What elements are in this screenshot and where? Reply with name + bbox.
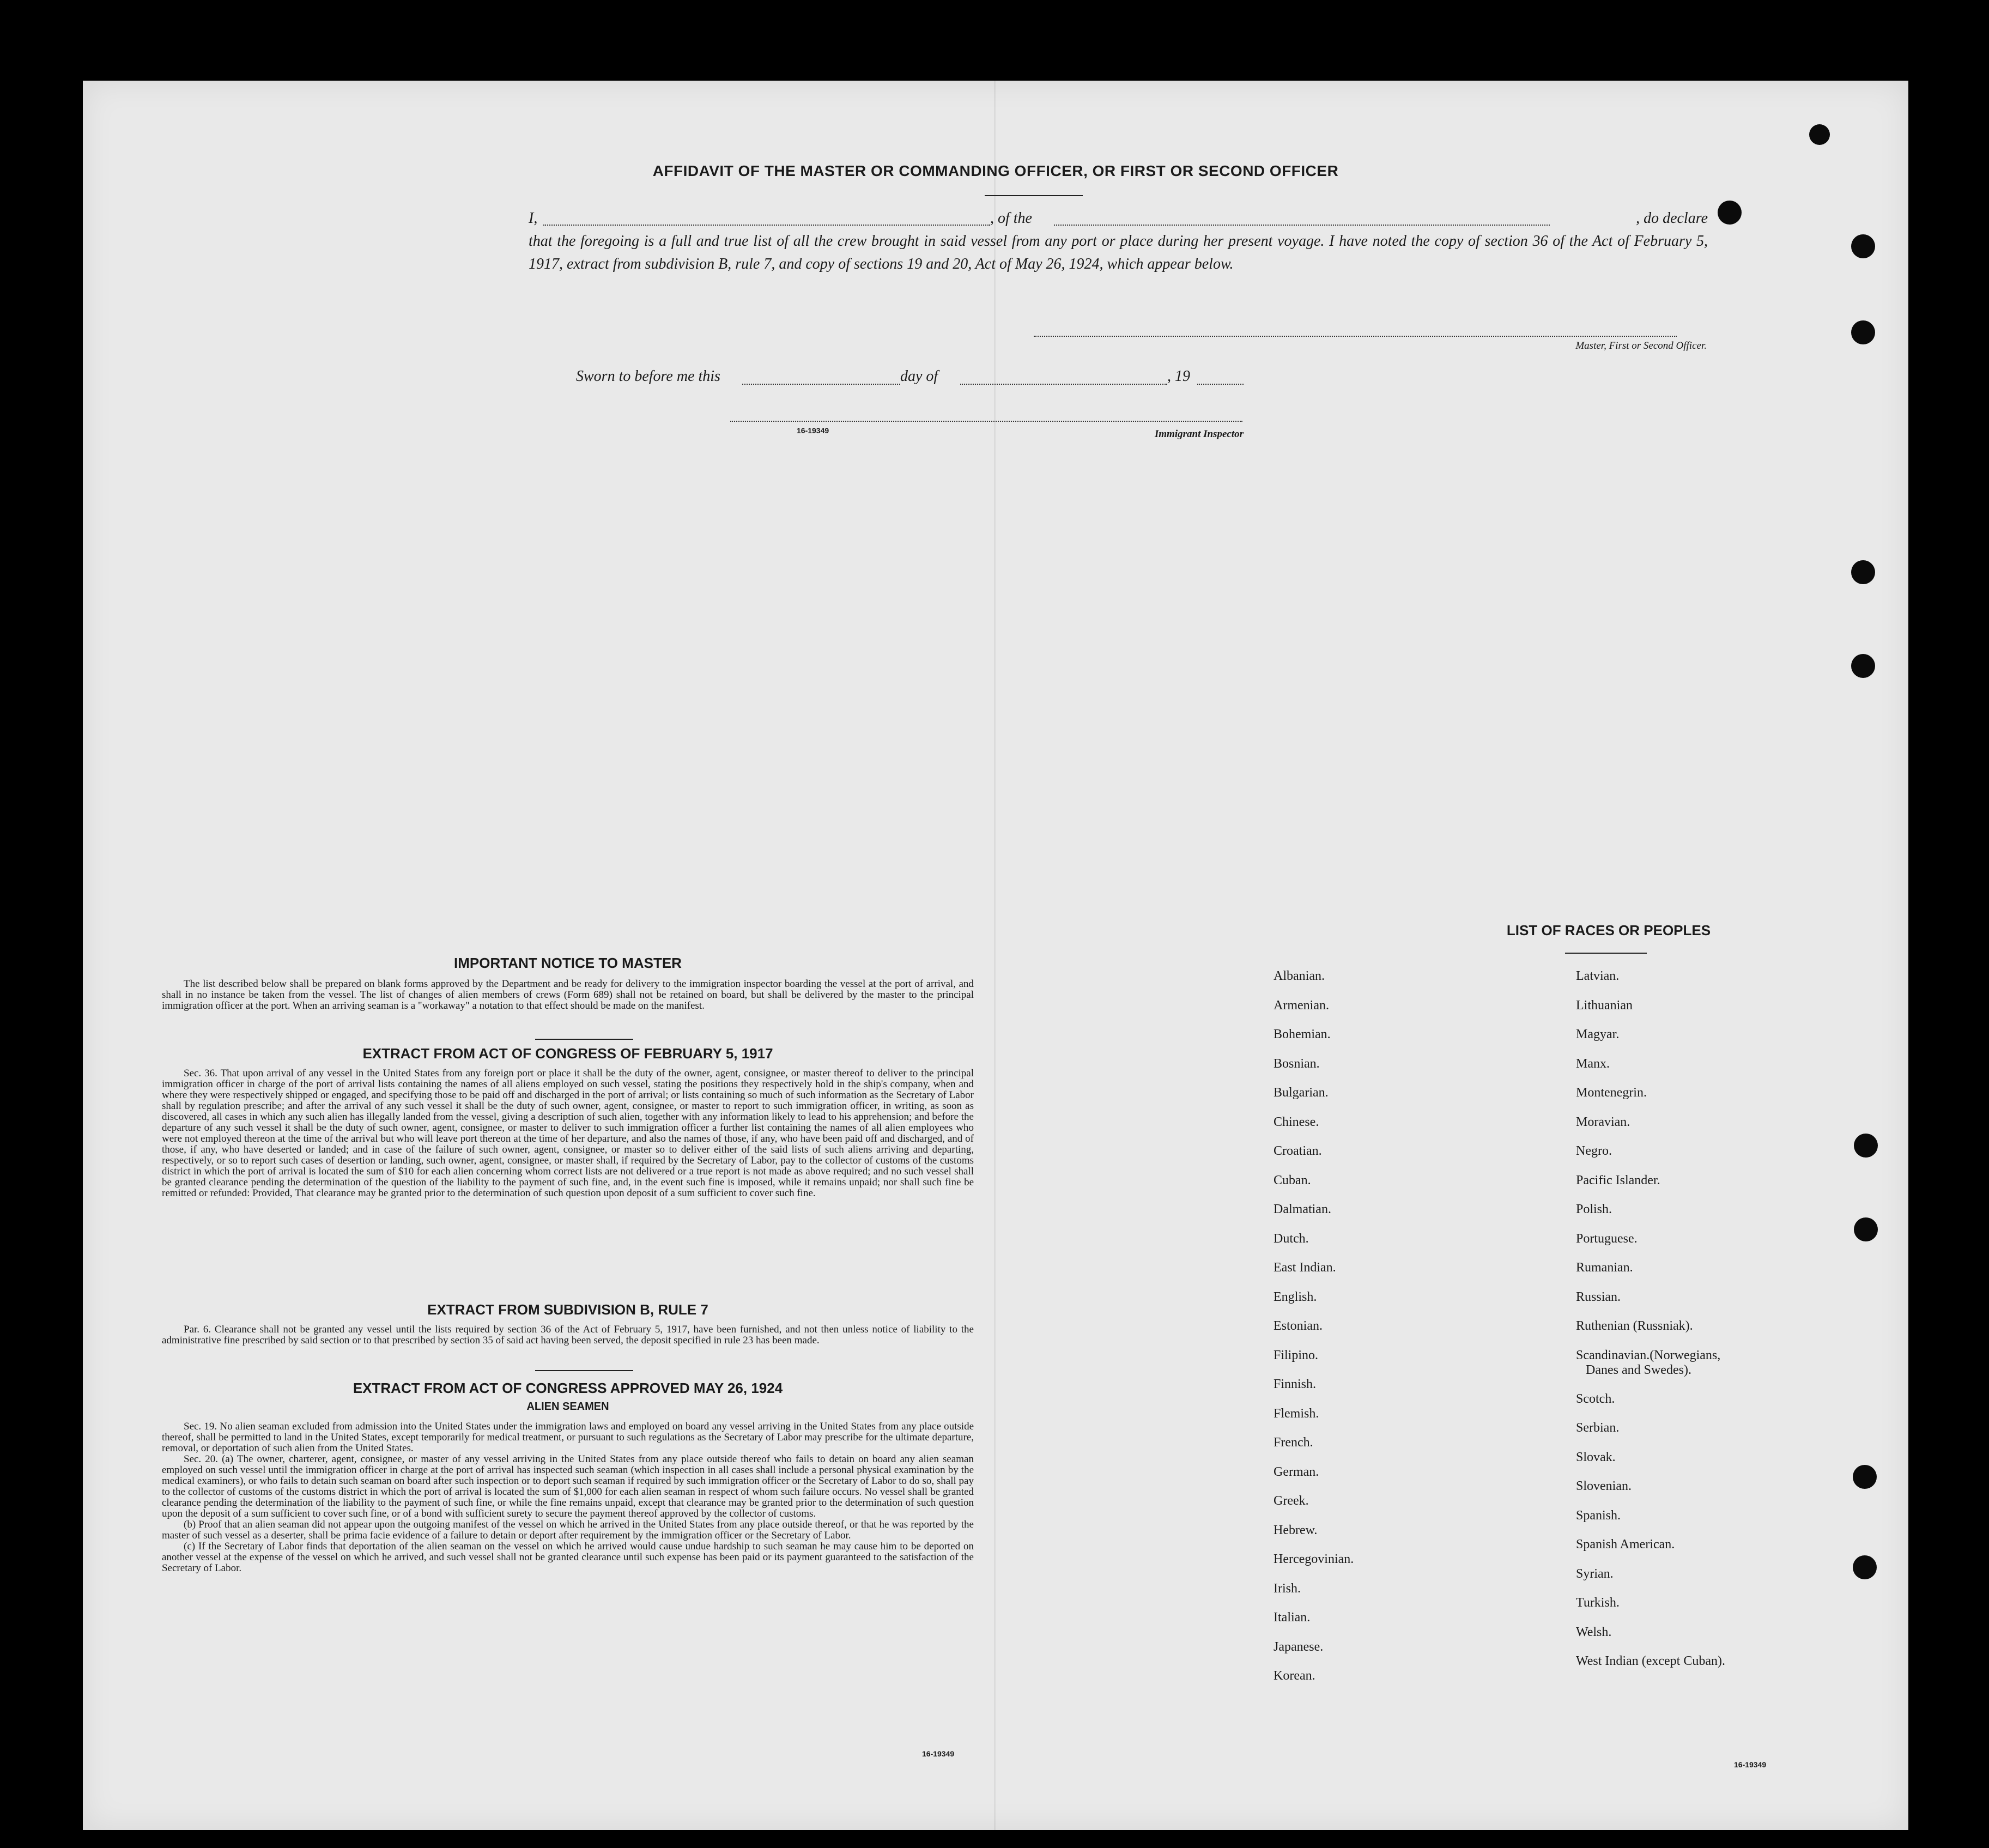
race-item: Slovenian. <box>1576 1479 1632 1493</box>
punch-hole <box>1809 124 1830 145</box>
race-item: Polish. <box>1576 1202 1612 1216</box>
race-item: Ruthenian (Russniak). <box>1576 1319 1693 1333</box>
race-item: Dalmatian. <box>1274 1202 1331 1216</box>
punch-hole <box>1853 1465 1877 1489</box>
race-item: Bulgarian. <box>1274 1086 1329 1100</box>
year-label: , 19 <box>1167 368 1190 385</box>
section-divider <box>535 1370 633 1371</box>
race-item: Rumanian. <box>1576 1261 1633 1275</box>
race-item: Lithuanian <box>1576 998 1633 1013</box>
race-item: Welsh. <box>1576 1625 1612 1639</box>
punch-hole <box>1851 560 1875 584</box>
rule-7-text <box>162 1324 974 1346</box>
extract-1917-text <box>162 1068 974 1199</box>
notice-paragraph: The list described below shall be prepared on blank forms approved by the Department and be ready for delivery to the immigration inspector boarding the vessel at the port of arrival, and shall in no instance be taken from the vessel. The list of changes of alien members of crews (Form 689) shall not be retained on board, but shall be delivered by the master to the principal immigration officer at the port. When an arriving seaman is a "workaway" a notation to that effect should be made on the manifest. <box>162 978 974 1011</box>
race-item: Hebrew. <box>1274 1523 1318 1537</box>
race-item: Montenegrin. <box>1576 1086 1647 1100</box>
section-36-paragraph: Sec. 36. That upon arrival of any vessel in the United States from any foreign port or place it shall be the duty of the owner, agent, consignee, or master thereof to deliver to the principal immigration officer in charge of the port of arrival lists containing the names of all aliens employed on such vessel, stating the positions they respectively hold in the ship's company, when and where they were respectively shipped or engaged, and specifying those to be paid off and discharged in the port of arrival; or lists containing so much of such information as the Secretary of Labor shall by regulation prescribe; and after the arrival of any such vessel it shall be the duty of such owner, agent, consignee, or master to report to such immigration officer, in writing, as soon as discovered, all cases in which any such alien has illegally landed from the vessel, giving a description of such alien, together with any information likely to lead to his apprehension; and before the departure of any such vessel it shall be the duty of such owner, agent, consignee, or master to deliver to such immigration officer a further list containing the names of all alien employees who were not employed thereon at the time of the arrival but who will leave port thereon at the time of her departure, and also the names of those, if any, who have been paid off and discharged, and of those, if any, who have deserted or landed; and in case of the failure of such owner, agent, consignee, or master so to deliver either of the said lists of such aliens arriving and departing, respectively, or so to report such cases of desertion or landing, such owner, agent, consignee, or master shall, if required by the Secretary of Labor, pay to the collector of customs of the customs district in which the port of arrival is located the sum of $10 for each alien concerning whom correct lists are not delivered or a true report is not made as above required; and no such vessel shall be granted clearance pending the determination of the question of the liability to the payment of such fine, and, in the event such fine is imposed, while it remains unpaid; nor shall such fine be remitted or refunded: Provided, That clearance may be granted prior to the determination of such question upon deposit of a sum sufficient to cover such fine. <box>162 1068 974 1199</box>
race-item: Bohemian. <box>1274 1027 1331 1041</box>
race-item: Flemish. <box>1274 1406 1319 1421</box>
race-item: Korean. <box>1274 1669 1315 1683</box>
sworn-label: Sworn to before me this <box>576 368 720 385</box>
race-item: Scotch. <box>1576 1391 1615 1406</box>
race-item: French. <box>1274 1435 1313 1450</box>
races-divider <box>1565 953 1647 954</box>
form-number: 16-19349 <box>797 426 829 435</box>
affidavit-body: that the foregoing is a full and true list of all the crew brought in said vessel from any port or place during her present voyage. I have noted the copy of section 36 of the Act of February 5, 1917, extract from subdivision B, rule 7, and copy of sections 19 and 20, Act of May 26, 1924, which appear below. <box>529 233 1708 272</box>
rule-7-title: EXTRACT FROM SUBDIVISION B, RULE 7 <box>427 1301 708 1318</box>
race-item: Latvian. <box>1576 969 1620 983</box>
sec-20c-paragraph: (c) If the Secretary of Labor finds that deportation of the alien seaman on the vessel on which he arrived would cause undue hardship to such seaman he may cause him to be deported on another vessel at the expense of the vessel on which he arrived, and such vessel shall not be granted clearance until such expense has been paid or its payment guaranteed to the satisfaction of the Secretary of Labor. <box>162 1541 974 1574</box>
section-divider <box>535 1039 633 1040</box>
races-title: LIST OF RACES OR PEOPLES <box>1506 922 1711 938</box>
race-item: East Indian. <box>1274 1261 1336 1275</box>
race-item: Pacific Islander. <box>1576 1173 1660 1187</box>
extract-1924-text <box>162 1421 974 1574</box>
race-item: Bosnian. <box>1274 1056 1320 1071</box>
race-item: Slovak. <box>1576 1450 1616 1464</box>
race-item: Russian. <box>1576 1289 1621 1304</box>
race-item: Magyar. <box>1576 1027 1620 1041</box>
race-item: Italian. <box>1274 1610 1311 1625</box>
title-divider <box>985 195 1083 196</box>
master-signature-field[interactable] <box>1034 336 1677 337</box>
race-item: Spanish American. <box>1576 1537 1675 1552</box>
notice-text <box>162 979 974 1011</box>
extract-1917-title: EXTRACT FROM ACT OF CONGRESS OF FEBRUARY 5, 1917 <box>362 1045 773 1062</box>
punch-hole <box>1851 320 1875 344</box>
race-item: German. <box>1274 1464 1319 1479</box>
race-item: English. <box>1274 1289 1317 1304</box>
do-declare-label: , do declare <box>1636 210 1708 227</box>
race-item: Hercegovinian. <box>1274 1552 1354 1566</box>
race-item: Spanish. <box>1576 1508 1621 1523</box>
affidavit-title: AFFIDAVIT OF THE MASTER OR COMMANDING OFFICER, OR FIRST OR SECOND OFFICER <box>652 162 1339 179</box>
inspector-signature-field[interactable] <box>730 421 1242 422</box>
race-item: Filipino. <box>1274 1348 1319 1362</box>
race-item: Dutch. <box>1274 1231 1309 1246</box>
race-item: Japanese. <box>1274 1639 1324 1654</box>
affiant-name-field[interactable] <box>543 225 990 226</box>
center-fold <box>994 81 996 1830</box>
race-item: Irish. <box>1274 1581 1301 1596</box>
punch-hole <box>1854 1217 1878 1241</box>
sec-20b-paragraph: (b) Proof that an alien seaman did not appear upon the outgoing manifest of the vessel on which he arrived in the United States from any place outside thereof, or that he was reported by the master of such vessel as a deserter, shall be prima facie evidence of a failure to detain or deport after requirement by the immigration officer or the Secretary of Labor. <box>162 1519 974 1541</box>
sworn-day-field[interactable] <box>742 384 900 385</box>
race-item: Portuguese. <box>1576 1231 1638 1246</box>
race-item: Albanian. <box>1274 969 1325 983</box>
inspector-label: Immigrant Inspector <box>1154 428 1244 440</box>
punch-hole <box>1851 234 1875 258</box>
race-item: West Indian (except Cuban). <box>1576 1654 1725 1668</box>
race-item: Estonian. <box>1274 1319 1323 1333</box>
form-number: 16-19349 <box>1734 1760 1767 1769</box>
day-of-label: day of <box>900 368 938 385</box>
notice-title: IMPORTANT NOTICE TO MASTER <box>454 955 682 971</box>
race-item: Finnish. <box>1274 1377 1317 1391</box>
document-page <box>83 81 1908 1830</box>
alien-seamen-subtitle: ALIEN SEAMEN <box>526 1401 609 1413</box>
affiant-i-label: I, <box>529 210 538 227</box>
race-item: Syrian. <box>1576 1566 1614 1581</box>
race-item: Negro. <box>1576 1144 1612 1158</box>
race-item: Scandinavian.(Norwegians, Danes and Swedes). <box>1576 1348 1721 1377</box>
race-item: Serbian. <box>1576 1421 1620 1435</box>
sworn-month-field[interactable] <box>960 384 1167 385</box>
punch-hole <box>1854 1134 1878 1158</box>
extract-1924-title: EXTRACT FROM ACT OF CONGRESS APPROVED MAY 26, 1924 <box>353 1380 783 1396</box>
race-item: Croatian. <box>1274 1144 1322 1158</box>
race-item: Turkish. <box>1576 1596 1620 1610</box>
race-item: Armenian. <box>1274 998 1329 1013</box>
race-item: Chinese. <box>1274 1114 1319 1129</box>
sec-19-paragraph: Sec. 19. No alien seaman excluded from admission into the United States under the immigration laws and employed on board any vessel arriving in the United States from any place outside thereof, shall be permitted to land in the United States, except temporarily for medical treatment, or pursuant to such regulations as the Secretary of Labor may prescribe for the ultimate departure, removal, or deportation of such alien from the United States. <box>162 1421 974 1454</box>
punch-hole <box>1718 201 1742 225</box>
par-6-paragraph: Par. 6. Clearance shall not be granted any vessel until the lists required by section 36 of the Act of February 5, 1917, have been furnished, and not then unless notice of liability to the administrative fine prescribed by said section or to that prescribed by section 35 of said act having been served, the deposit specified in rule 23 has been made. <box>162 1324 974 1346</box>
master-signature-label: Master, First or Second Officer. <box>1575 340 1707 352</box>
race-item: Moravian. <box>1576 1114 1630 1129</box>
punch-hole <box>1851 654 1875 678</box>
race-item: Greek. <box>1274 1494 1309 1508</box>
race-item: Manx. <box>1576 1056 1610 1071</box>
form-number: 16-19349 <box>922 1749 955 1758</box>
punch-hole <box>1853 1555 1877 1579</box>
sec-20a-paragraph: Sec. 20. (a) The owner, charterer, agent, consignee, or master of any vessel arriving in the United States from any place outside thereof who fails to detain on board any alien seaman employed on such vessel until the immigration officer in charge at the port of arrival has inspected such seaman (which inspection in all cases shall include a personal physical examination by the medical examiners), or who fails to detain such seaman on board after such inspection or to deport such seaman if required by such immigration officer or the Secretary of Labor to do so, shall pay to the collector of customs of the customs district in which the port of arrival is located the sum of $1,000 for each alien seaman in respect of whom such failure occurs. No vessel shall be granted clearance pending the determination of the liability to the payment of such fine, or while the fine remains unpaid, except that clearance may be granted prior to the determination of such question upon the deposit of a sum sufficient to cover such fine, or of a bond with sufficient surety to secure the payment thereof approved by the collector of customs. <box>162 1453 974 1519</box>
sworn-year-field[interactable] <box>1197 384 1244 385</box>
of-the-label: , of the <box>990 210 1032 227</box>
race-item: Cuban. <box>1274 1173 1311 1187</box>
